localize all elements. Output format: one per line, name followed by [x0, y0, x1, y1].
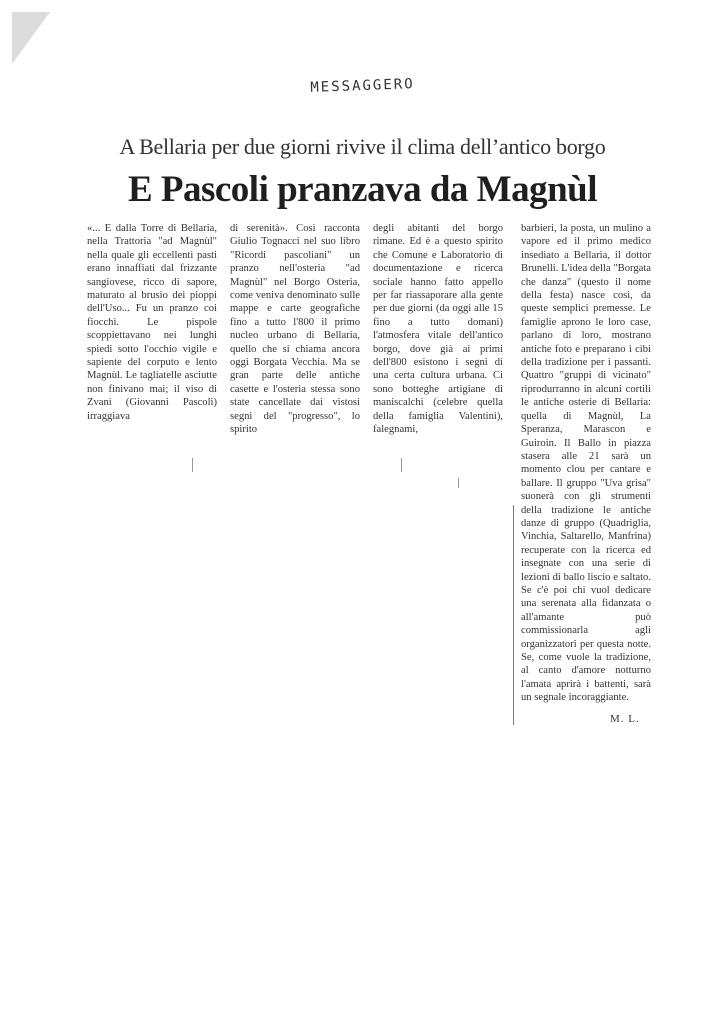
column-rule: [513, 505, 514, 725]
article-column-3: degli abitanti del borgo rimane. Ed è a questo spirito che Comune e Laboratorio di documentazione e ricerca sociale hanno fatto appello per far riassaporare alla gente per due giorni (da oggi alle 15 fino a tutto domani) l'atmosfera vitale dell'antico borgo, dove già ai primi dell'800 esistono i segni di una certa cultura urbana. Ci sono botteghe artigiane di maniscalchi (celebre quella della famiglia Valentini), falegnami,: [373, 223, 503, 436]
article-column-1: «... E dalla Torre di Bellaria, nella Trattoria "ad Magnùl" nella quale gli eccellenti pasti erano innaffiati dal frizzante sangiovese, ricco di sapore, maturato al brusio dei pioppi dell'Uso... Fu un pranzo coi fiocchi. Le pispole scoppiettavano nei lunghi spiedi sotto l'occhio vigile e sapiente del corputo e lento Magnùl. Le tagliatelle asciutte non finivano mai; il viso di Zvanì (Giovanni Pascoli) irraggiava: [87, 223, 217, 422]
newspaper-name: MESSAGGERO: [310, 76, 415, 96]
author-signature: M. L.: [610, 713, 640, 725]
article-headline: E Pascoli pranzava da Magnùl: [127, 169, 598, 210]
article-kicker: A Bellaria per due giorni rivive il clima dell’antico borgo: [119, 134, 606, 159]
page-corner-fold: [12, 12, 50, 64]
scan-mark: [192, 458, 193, 472]
article-column-2: di serenità». Così racconta Giulio Tognacci nel suo libro "Ricordi pascoliani" un pranzo nell'osteria "ad Magnùl" nel Borgo Osteria, come veniva denominato sulle mappe e carte geografiche fino a tutto l'800 il primo nucleo urbano di Bellaria, quello che si chiama ancora oggi Borgata Vecchia. Ma se gran parte delle antiche casette e l'osteria stessa sono state cancellate dai vistosi segni del "progresso", lo spirito: [230, 223, 360, 436]
scan-mark: [458, 478, 459, 488]
scan-mark: [401, 458, 402, 472]
article-column-4: barbieri, la posta, un mulino a vapore ed il primo medico insediato a Bellaria, il dottor Brunelli. L'idea della "Borgata che danza" (questo il nome della festa) nasce così, da queste semplici premesse. Le famiglie aprono le loro case, parlano di loro, mostrano antiche foto e preparano i cibi della tradizione per i passanti. Quattro "gruppi di vicinato" riprodurranno in alcuni cortili le antiche osterie di Bellaria: quella di Magnùl, La Speranza, Marascon e Guiroin. Il Ballo in piazza stasera alle 21 sarà un momento clou per cantare e ballare. Il gruppo "Uva grisa" suonerà con gli strumenti della tradizione le antiche danze di gruppo (Quadriglia, Vinchia, Saltarello, Manfrina) recuperate con la ricerca ed insegnate con una serie di lezioni di ballo liscio e saltato. Se c'è poi chi vuol dedicare una serenata alla fidanzata o all'amante può commissionarla agli organizzatori per questa notte. Se, come vuole la tradizione, al canto d'amore notturno l'amata aprirà i battenti, sarà un segnale incoraggiante.: [521, 223, 651, 704]
